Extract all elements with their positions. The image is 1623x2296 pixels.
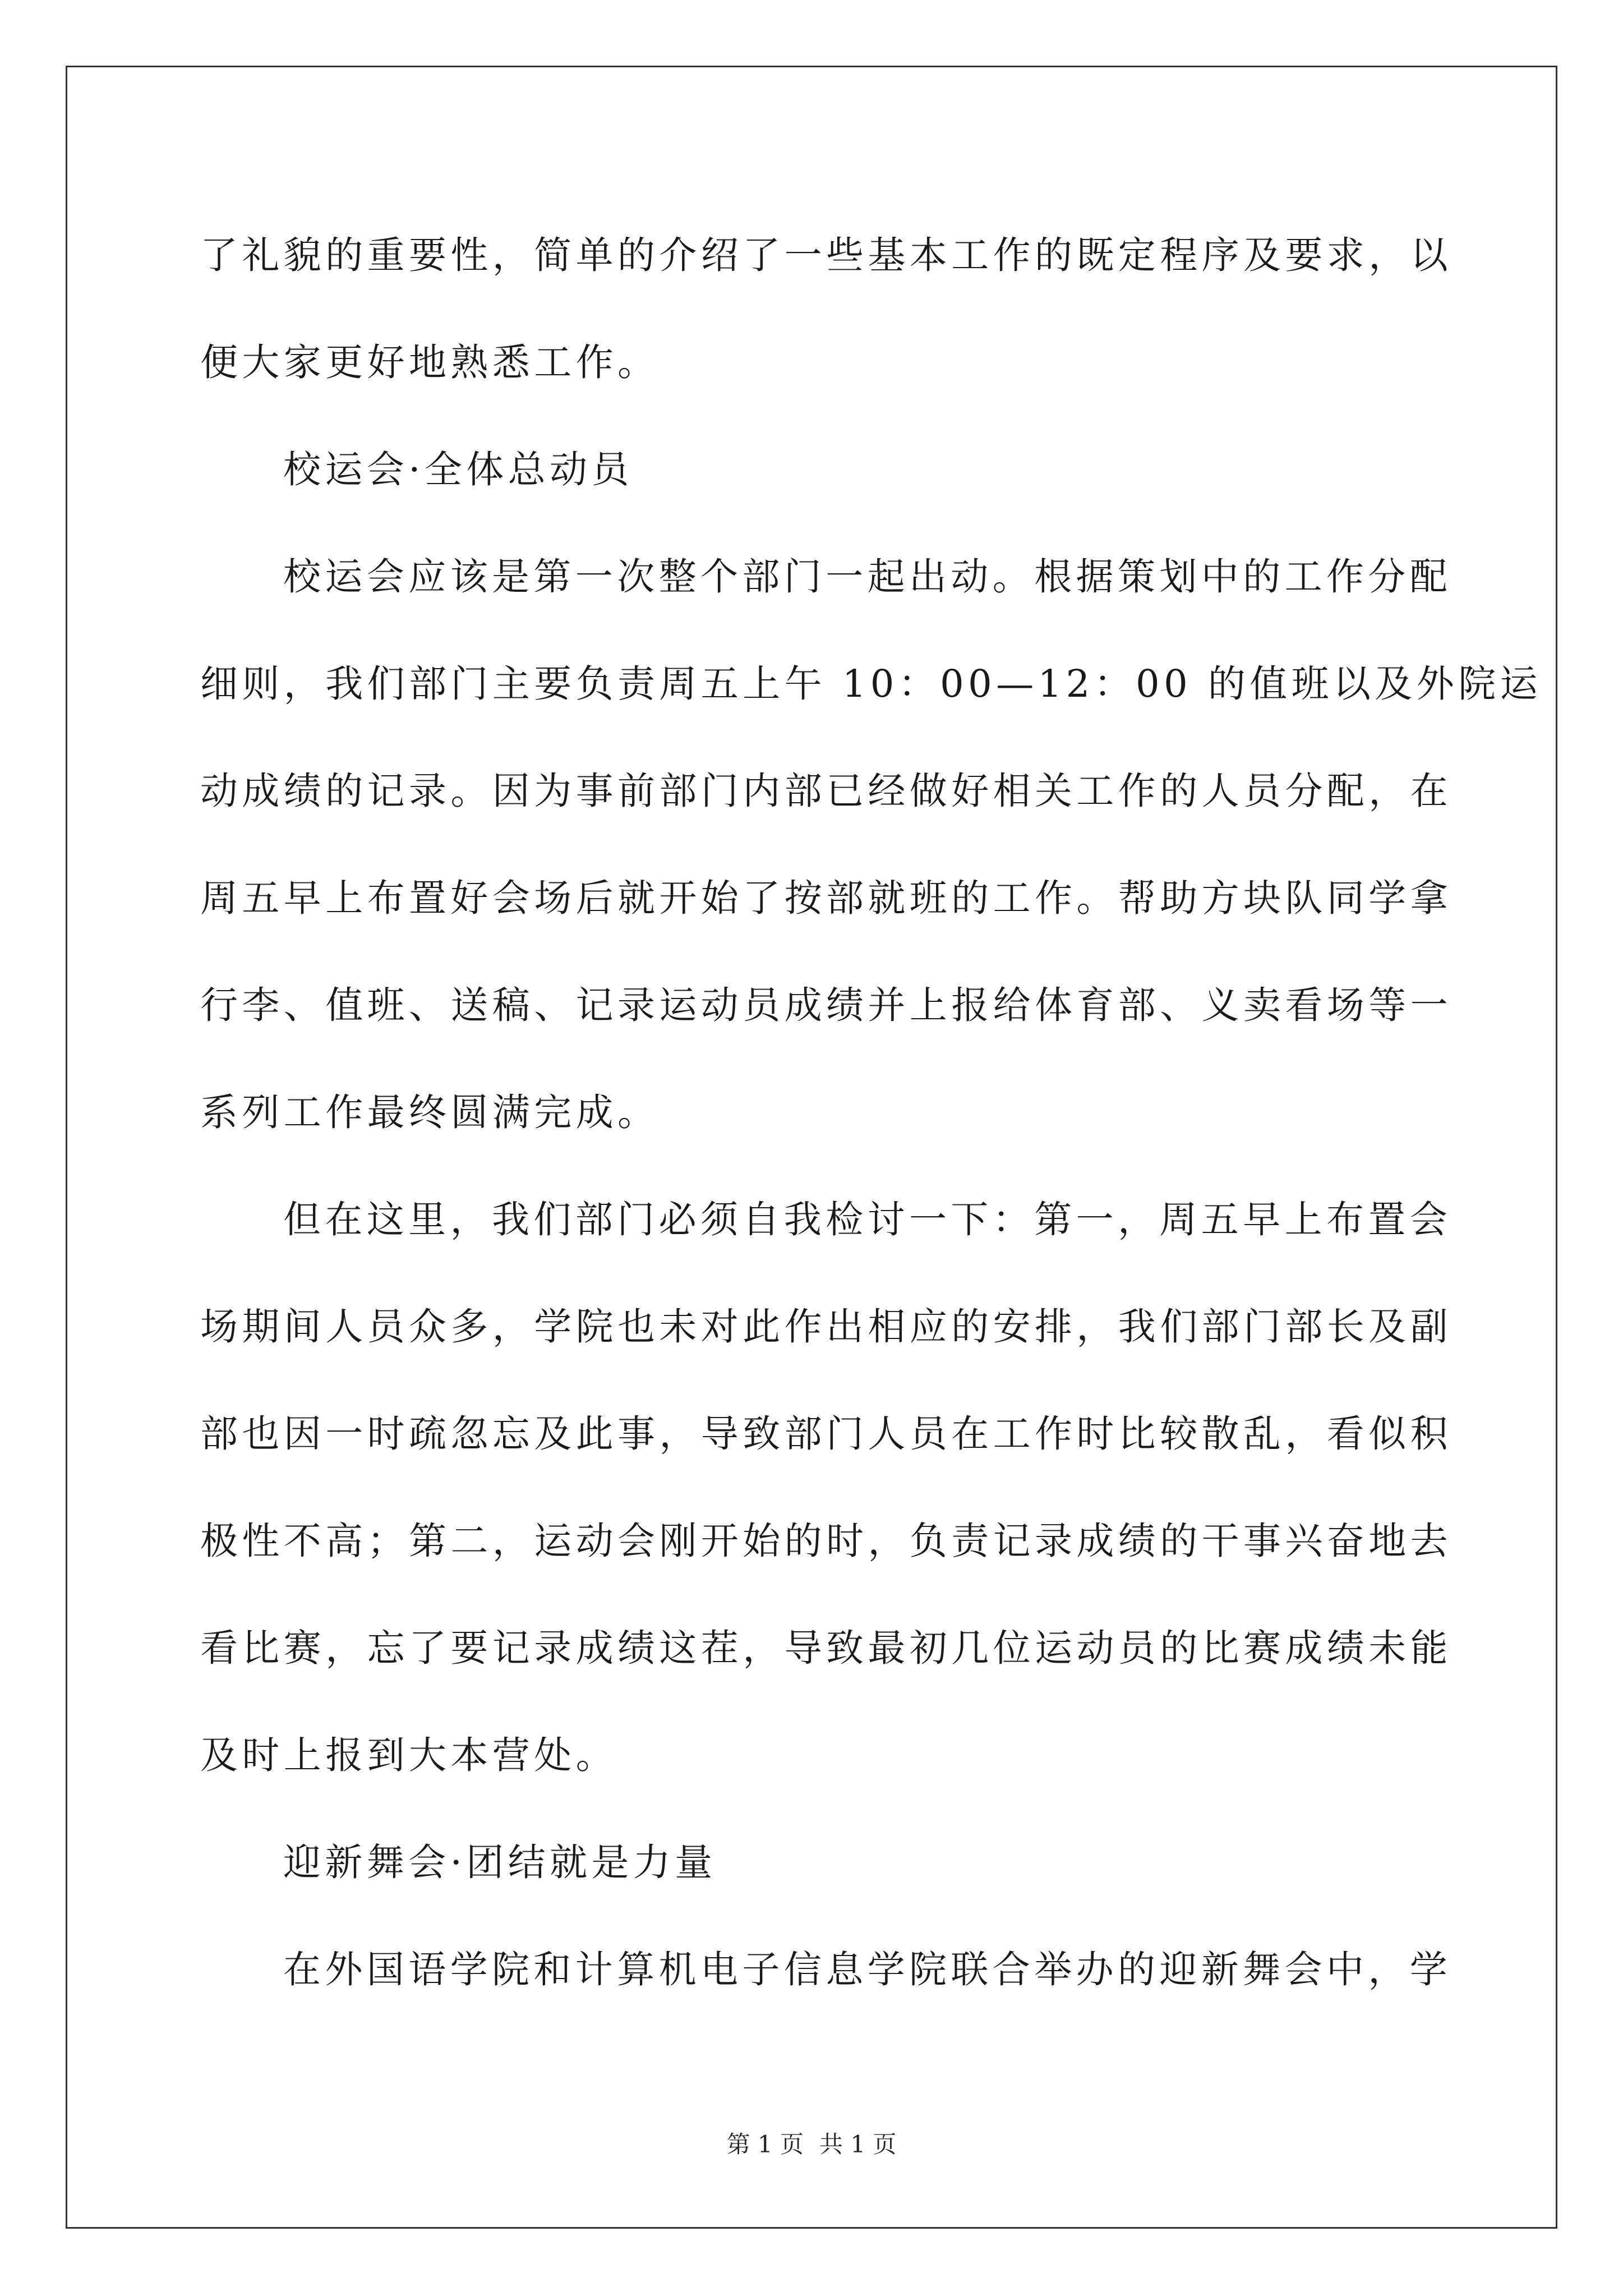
text-line: 系列工作最终圆满完成。 <box>200 1091 660 1134</box>
text-line: 了礼貌的重要性，简单的介绍了一些基本工作的既定程序及要求，以 <box>200 233 1452 277</box>
page-number: 第 1 页 <box>726 2131 804 2158</box>
text-line: 场期间人员众多，学院也未对此作出相应的安排，我们部门部长及副 <box>200 1305 1452 1349</box>
page-total: 共 1 页 <box>819 2131 897 2158</box>
text-line: 便大家更好地熟悉工作。 <box>200 341 660 384</box>
document-body <box>200 202 1542 2023</box>
text-line: 细则，我们部门主要负责周五上午 10：00—12：00 的值班以及外院运 <box>200 662 1542 706</box>
text-line: 部也因一时疏忽忘及此事，导致部门人员在工作时比较散乱，看似积 <box>200 1412 1452 1456</box>
page-footer <box>0 2126 1623 2160</box>
text-line: 在外国语学院和计算机电子信息学院联合举办的迎新舞会中，学 <box>283 1948 1452 1991</box>
text-line: 及时上报到大本营处。 <box>200 1733 617 1777</box>
text-line: 极性不高；第二，运动会刚开始的时，负责记录成绩的干事兴奋地去 <box>200 1519 1452 1563</box>
text-line: 校运会应该是第一次整个部门一起出动。根据策划中的工作分配 <box>283 555 1452 599</box>
text-line: 看比赛，忘了要记录成绩这茬，导致最初几位运动员的比赛成绩未能 <box>200 1626 1452 1670</box>
section-heading: 迎新舞会·团结就是力量 <box>283 1841 717 1884</box>
text-line: 但在这里，我们部门必须自我检讨一下：第一，周五早上布置会 <box>283 1198 1452 1241</box>
text-line: 动成绩的记录。因为事前部门内部已经做好相关工作的人员分配，在 <box>200 769 1452 813</box>
text-line: 周五早上布置好会场后就开始了按部就班的工作。帮助方块队同学拿 <box>200 876 1452 920</box>
text-line: 行李、值班、送稿、记录运动员成绩并上报给体育部、义卖看场等一 <box>200 983 1452 1027</box>
section-heading: 校运会·全体总动员 <box>283 448 633 491</box>
